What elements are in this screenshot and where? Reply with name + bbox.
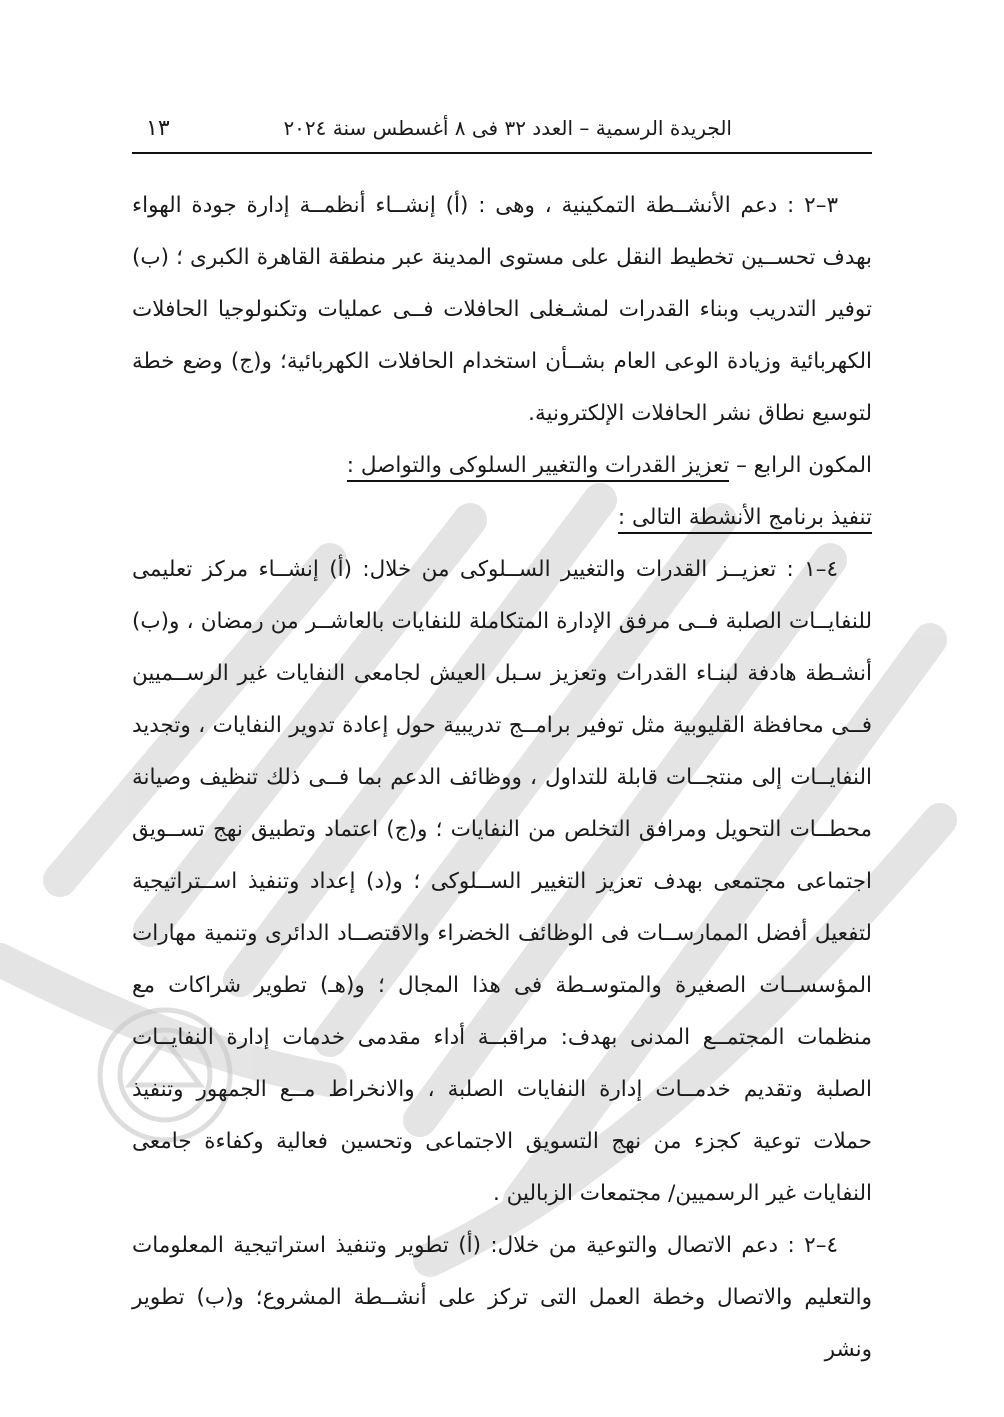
paragraph-4-2: ٤–٢ : دعم الاتصال والتوعية من خلال: (أ) تطوير وتنفيذ استراتيجية المعلومات والتعليم والاتصال وخطة العمل التى تركز على أنشــطة المشروع؛ و(ب) تطوير ونشر	[132, 1233, 872, 1362]
page-header	[132, 112, 872, 154]
heading-underlined: تعزيز القدرات والتغيير السلوكى والتواصل :	[347, 453, 729, 482]
subheading-text: تنفيذ برنامج الأنشطة التالى :	[618, 505, 872, 534]
heading-prefix: المكون الرابع –	[729, 453, 872, 478]
component-four-heading	[132, 440, 872, 492]
page-body	[132, 180, 872, 1376]
paragraph-3-2: ٣–٢ : دعم الأنشــطة التمكينية ، وهى : (أ) إنشــاء أنظمــة إدارة جودة الهواء بهدف تحســين تخطيط النقل على مستوى المدينة عبر منطقة القاهرة الكبرى ؛ (ب) توفير التدريب وبناء القدرات لمشـغلى الحافلات فــى عمليات وتكنولوجيا الحافلات الكهربائية وزيادة الوعى العام بشــأن استخدام الحافلات الكهربائية؛ و(ج) وضع خطة لتوسيع نطاق نشر الحافلات الإلكترونية.	[132, 193, 872, 426]
gazette-title: الجريدة الرسمية – العدد ٣٢ فى ٨ أغسطس سنة ٢٠٢٤	[283, 116, 732, 140]
paragraph-4-1: ٤–١ : تعزيــز القدرات والتغيير الســلوكى من خلال: (أ) إنشــاء مركز تعليمى للنفايــات الصلبة فــى مرفق الإدارة المتكاملة للنفايات بالعاشــر من رمضان ، و(ب) أنشـطة هادفة لبنـاء القدرات وتعزيز سـبل العيش لجامعى النفايات غير الرســميين فــى محافظة القليوبية مثل توفير برامــج تدريبية حول إعادة تدوير النفايات ، وتجديد النفايــات إلى منتجــات قابلة للتداول ، ووظائف الدعم بما فــى ذلك تنظيف وصيانة محطــات التحويل ومرافق التخلص من النفايات ؛ و(ج) اعتماد وتطبيق نهج تســويق اجتماعى مجتمعى بهدف تعزيز التغيير الســلوكى ؛ و(د) إعداد وتنفيذ اســتراتيجية لتفعيل أفضل الممارســات فى الوظائف الخضراء والاقتصــاد الدائرى وتنمية مهارات المؤسســات الصغيرة والمتوسـطة فى هذا المجال ؛ و(هـ) تطوير شراكات مع منظمات المجتمــع المدنى بهدف: مراقبــة أداء مقدمى خدمات إدارة النفايــات الصلبة وتقديم خدمــات إدارة النفايات الصلبة ، والانخراط مــع الجمهور وتنفيذ حملات توعية كجزء من نهج التسويق الاجتماعى وتحسين فعالية وكفاءة جامعى النفايات غير الرسميين/ مجتمعات الزبالين .	[132, 557, 872, 1206]
page-number: ١٣	[146, 116, 170, 141]
program-subheading	[132, 492, 872, 544]
